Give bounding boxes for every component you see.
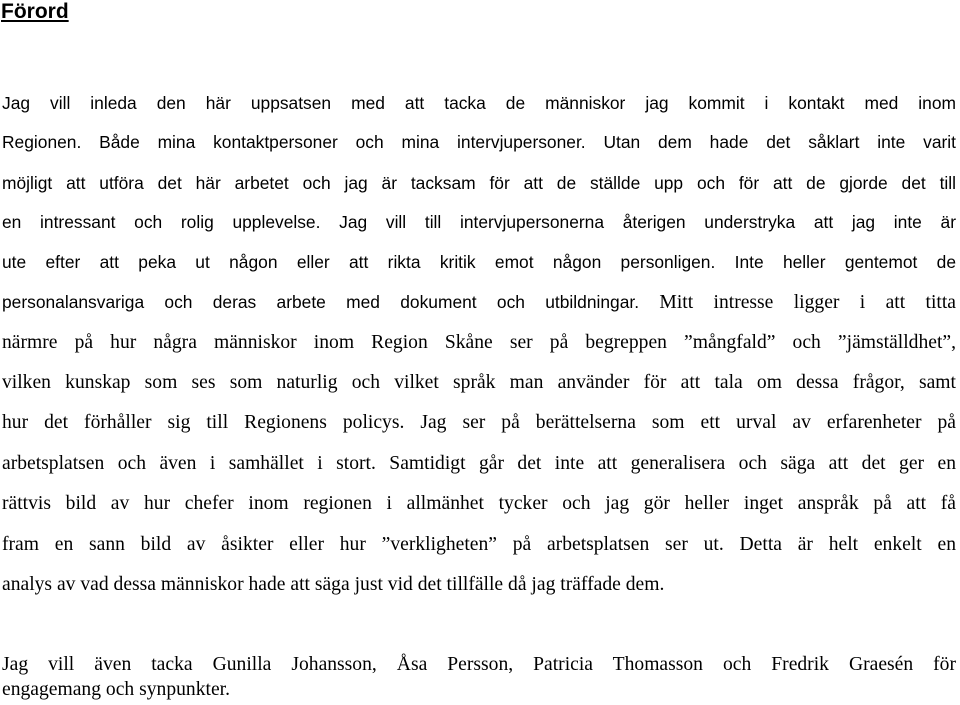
text-line [2, 88, 956, 118]
text-line [2, 287, 956, 317]
text-segment: Mitt intresse ligger i att titta [639, 292, 957, 313]
text-segment: fram en sann bild av åsikter eller hur ”verkligheten” på arbetsplatsen ser ut. Detta är helt enkelt en [2, 534, 956, 555]
text-segment: personalansvariga och deras arbete med dokument och utbildningar. [2, 292, 640, 312]
text-line [2, 530, 956, 560]
text-segment: Regionen. Både mina kontaktpersoner och mina intervjupersoner. Utan dem hade det såklart inte varit [2, 132, 956, 152]
text-segment: Jag vill inleda den här uppsatsen med att tacka de människor jag kommit i kontakt med inom [2, 93, 956, 113]
text-line [2, 408, 956, 438]
text-line [2, 247, 956, 277]
text-line [2, 207, 956, 237]
text-line [2, 368, 956, 398]
text-segment: möjligt att utföra det här arbetet och jag är tacksam för att de ställde upp och för att de gjorde det till [2, 173, 956, 193]
text-segment: vilken kunskap som ses som naturlig och vilket språk man använder för att tala om dessa frågor, samt [2, 372, 956, 393]
text-line [2, 489, 956, 519]
text-segment: en intressant och rolig upplevelse. Jag vill till intervjupersonerna återigen understryka att jag inte är [2, 212, 956, 232]
text-segment: ute efter att peka ut någon eller att rikta kritik emot någon personligen. Inte heller gentemot de [2, 252, 956, 272]
text-line [2, 168, 956, 198]
text-line [2, 570, 956, 600]
text-segment: analys av vad dessa människor hade att säga just vid det tillfälle då jag träffade dem. [2, 574, 665, 595]
text-segment: rättvis bild av hur chefer inom regionen i allmänhet tycker och jag gör heller inget anspråk på att få [2, 493, 956, 514]
text-segment: arbetsplatsen och även i samhället i stort. Samtidigt går det inte att generalisera och säga att det ger en [2, 453, 956, 474]
text-segment: engagemang och synpunkter. [2, 679, 230, 700]
text-line [2, 328, 956, 358]
text-segment: Jag vill även tacka Gunilla Johansson, Åsa Persson, Patricia Thomasson och Fredrik Graesén för [2, 654, 956, 675]
text-segment: hur det förhåller sig till Regionens policys. Jag ser på berättelserna som ett urval av erfarenheter på [2, 412, 956, 433]
text-line [2, 127, 956, 157]
section-heading: Förord [1, 0, 69, 23]
text-line [2, 449, 956, 479]
text-segment: närmre på hur några människor inom Region Skåne ser på begreppen ”mångfald” och ”jämställdhet”, [2, 332, 956, 353]
text-line [2, 675, 956, 705]
